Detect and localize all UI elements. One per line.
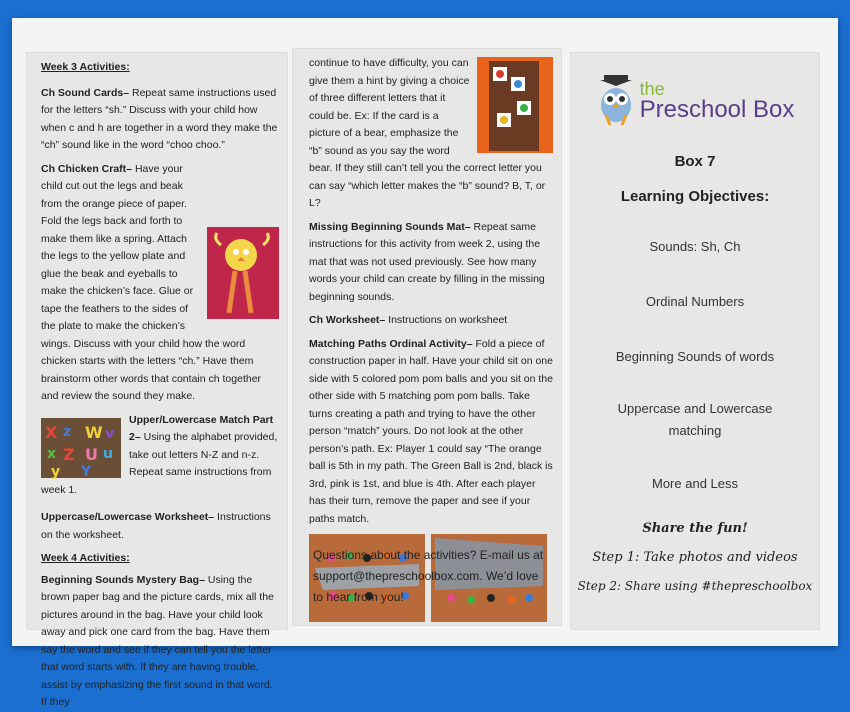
svg-text:X: X [45,422,58,442]
mystery-bag-title: Beginning Sounds Mystery Bag– [41,573,205,586]
share-step1: Step 1: Take photos and videos [592,550,798,565]
week3-heading: Week 3 Activities: [41,61,130,73]
logo [571,75,819,127]
questions-text: Questions about the activities? E-mail us at support@thepreschoolbox.com. We’d love to hear from you! [313,548,544,604]
ch-worksheet-title: Ch Worksheet– [309,314,386,326]
objective-sounds: Sounds: Sh, Ch [649,239,741,254]
svg-text:v: v [105,425,115,442]
owl-logo-icon [596,75,636,127]
brochure-sheet [12,18,838,708]
mystery-bag-text: Using the brown paper bag and the picture cards, mix all the pictures around in the bag. Have your child look away and pick one card from the bag. Have them say the word and see if they can tell you the letter that word starts with. If they are having trouble, assist by emphasizing the first sound in that word. If they [41,573,274,708]
svg-text:y: y [51,463,61,480]
objective-beginning-sounds: Beginning Sounds of words [615,349,775,364]
svg-text:Z: Z [63,444,75,464]
middle-panel [292,48,562,626]
left-panel [26,52,288,708]
logo-the: the [639,79,665,99]
svg-text:z: z [63,423,72,440]
share-step2: Step 2: Share using #thepreschoolbox [577,579,813,593]
matching-paths-title: Matching Paths Ordinal Activity– [309,337,473,350]
worksheet-text: Instructions on the worksheet. [41,511,271,541]
matching-paths-text: Fold a piece of construction paper in half. Have your child sit on one side with 5 colored pom pom balls and you sit on the other side with 5 matching pom pom balls. Take turns creating a path and trying to have the other person “match” yours. Do not look at the other person’s path. Ex: Player 1 could say “The orange ball is 5th in my path. The Green Ball is 2nd, black is 3rd, pink is 1st, and blue is 4th. After each player has their turn, remove the paper and see if your paths match. [309,337,553,525]
chicken-craft-photo [207,227,279,319]
box-number: Box 7 [674,153,716,170]
objective-more-less: More and Less [652,476,738,491]
alphabet-letters-photo [41,418,121,478]
sound-cards-text: Repeat same instructions used for the letters “sh.” Discuss with your child how when c and h are together in a word they make the “ch” sound like in the word “choo choo.” [41,86,278,151]
sound-cards-title: Ch Sound Cards– [41,86,130,99]
right-panel [570,52,820,630]
missing-sounds-title: Missing Beginning Sounds Mat– [309,220,471,233]
chicken-craft-text: Have your child cut out the legs and beak from the orange piece of paper. Fold the legs back and forth to make them like a spring. Attach the legs to the yellow plate and glue the beak and eyeballs to make the chicken’s face. Glue or tape the feathers to the sides of the plate to make the chicken’s wings. Discuss with your child how the word chicken starts with the letters “ch.” Have them brainstorm other words that contain ch together and review the sound they make. [41,162,262,402]
missing-sounds-text: Repeat same instructions for this activity from week 2, using the mat that was not used previously. See how many words your child can create by filling in the missing beginning sounds. [309,220,545,303]
svg-text:U: U [85,444,98,464]
logo-name: Preschool Box [639,96,795,123]
mystery-bag-photo [477,57,553,153]
chicken-craft-title: Ch Chicken Craft– [41,162,133,175]
ch-worksheet-text: Instructions on worksheet [385,314,508,326]
svg-text:u: u [103,445,113,462]
match-part2-title: Upper/Lowercase Match Part 2– [129,413,274,443]
svg-text:x: x [47,445,57,462]
objective-ordinal: Ordinal Numbers [645,294,745,309]
objective-case-matching: Uppercase and Lowercase matching [617,401,773,438]
svg-text:Y: Y [81,463,92,480]
share-heading: Share the fun! [642,521,748,536]
objectives-heading: Learning Objectives: [620,188,770,205]
continue-text: continue to have difficulty, you can give them a hint by giving a choice of three different letters that it could be. Ex: If the card is a picture of a bear, emphasize the “b” sound as you say the word bear. If they still can’t tell you the correct letter you can say “which letter makes the “b” sound? B, T, or L? [309,57,546,209]
svg-text:W: W [85,422,103,442]
week4-heading: Week 4 Activities: [41,552,130,564]
match-part2-text: Using the alphabet provided, take out letters N-Z and n-z. Repeat same instructions from week 1. [41,431,278,496]
worksheet-title: Uppercase/Lowercase Worksheet– [41,511,215,523]
